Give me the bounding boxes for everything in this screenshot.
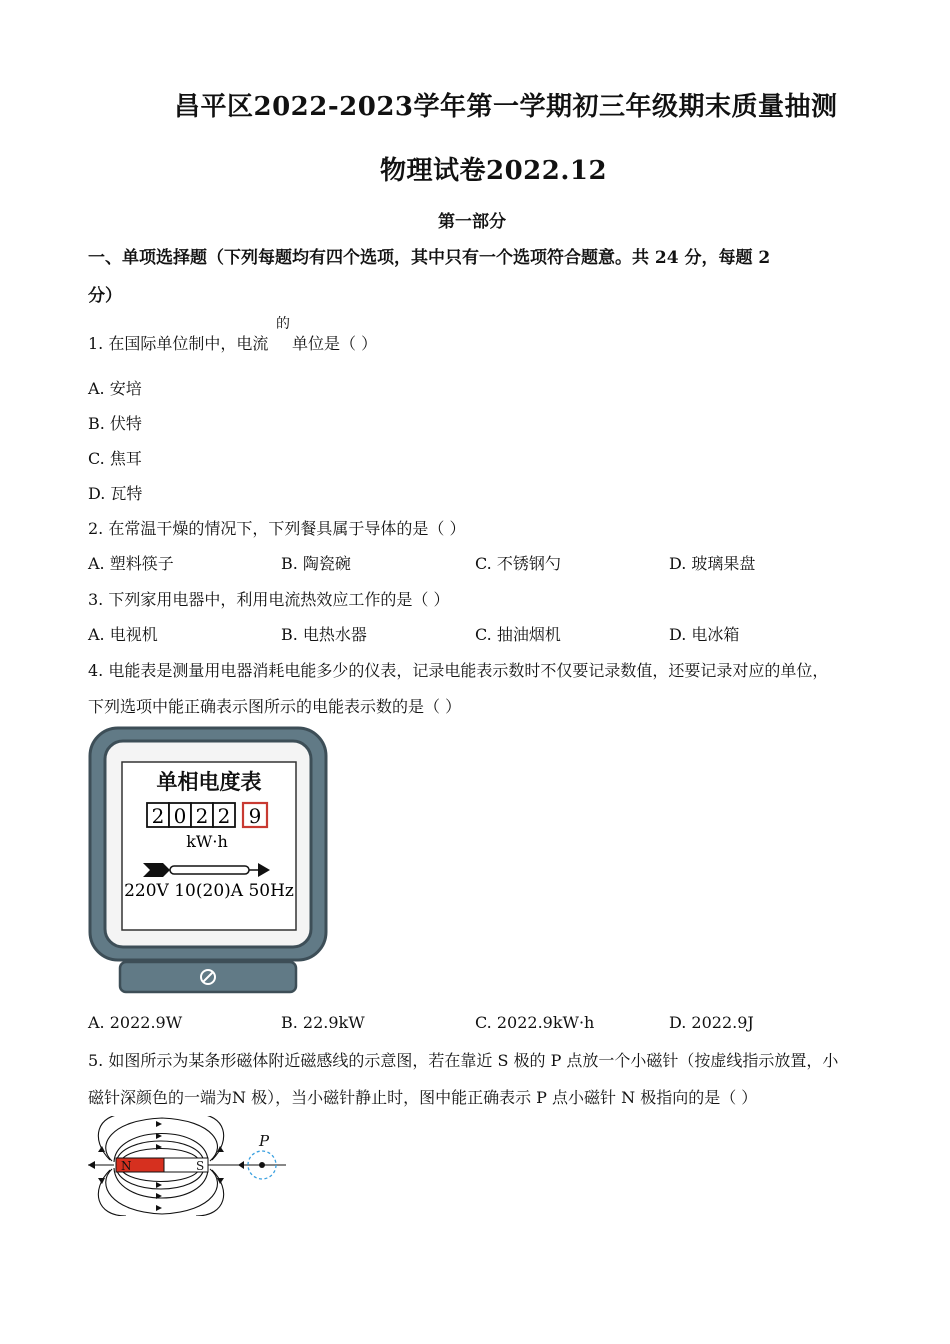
q3-option-a: A. 电视机 <box>88 625 158 644</box>
q5-stem-line1: 5. 如图所示为某条形磁体附近磁感线的示意图，若在靠近 S 极的 P 点放一个小磁针（按虚线指示放置，小 <box>88 1051 839 1070</box>
q1-stem-a: 1. 在国际单位制中，电流 <box>88 334 269 353</box>
meter-digit-5: 9 <box>248 804 262 828</box>
magnet-s-label: S <box>196 1159 205 1173</box>
q4-option-b: B. 22.9kW <box>281 1013 365 1032</box>
q1-stem-b: 单位是（ ） <box>292 334 378 353</box>
q2-option-c: C. 不锈钢勺 <box>475 554 561 573</box>
meter-title: 单相电度表 <box>156 770 262 794</box>
point-p-dot <box>259 1162 265 1168</box>
q3-option-d: D. 电冰箱 <box>669 625 740 644</box>
magnet-n-label: N <box>121 1159 132 1173</box>
q4-option-a: A. 2022.9W <box>88 1013 183 1032</box>
meter-digit-2: 0 <box>173 804 187 828</box>
q3-option-b: B. 电热水器 <box>281 625 367 644</box>
q5-stem-line2: 磁针深颜色的一端为N 极），当小磁针静止时，图中能正确表示 P 点小磁针 N 极指向的是（ ） <box>88 1088 758 1107</box>
q2-stem: 2. 在常温干燥的情况下，下列餐具属于导体的是（ ） <box>88 519 466 538</box>
q2-option-d: D. 玻璃果盘 <box>669 554 756 573</box>
point-p-label: P <box>259 1132 270 1150</box>
q1-option-d: D. 瓦特 <box>88 484 143 503</box>
section-heading-line2: 分） <box>88 286 122 306</box>
q4-option-d: D. 2022.9J <box>669 1013 754 1032</box>
meter-digit-1: 2 <box>151 804 165 828</box>
q3-option-c: C. 抽油烟机 <box>475 625 561 644</box>
q4-stem-line1: 4. 电能表是测量用电器消耗电能多少的仪表，记录电能表示数时不仅要记录数值，还要记录对应的单位， <box>88 661 829 680</box>
part-heading: 第一部分 <box>438 212 506 232</box>
q4-stem-line2: 下列选项中能正确表示图所示的电能表示数的是（ ） <box>88 697 462 716</box>
q2-option-b: B. 陶瓷碗 <box>281 554 351 573</box>
q1-option-b: B. 伏特 <box>88 414 142 433</box>
meter-rating: 220V 10(20)A 50Hz <box>124 881 294 901</box>
exam-subtitle: 物理试卷2022.12 <box>380 156 608 186</box>
q2-option-a: A. 塑料筷子 <box>88 554 174 573</box>
meter-digit-4: 2 <box>217 804 231 828</box>
electricity-meter-figure <box>88 726 330 996</box>
meter-digits <box>147 803 267 828</box>
bar-magnet-field-figure <box>86 1116 292 1216</box>
q3-stem: 3. 下列家用电器中，利用电流热效应工作的是（ ） <box>88 590 450 609</box>
q1-ruby-text: 的 <box>276 316 290 332</box>
q1-option-a: A. 安培 <box>88 379 142 398</box>
exam-title: 昌平区2022-2023学年第一学期初三年级期末质量抽测 <box>174 92 838 122</box>
q1-option-c: C. 焦耳 <box>88 449 142 468</box>
q4-option-c: C. 2022.9kW·h <box>475 1013 595 1032</box>
meter-unit: kW·h <box>186 832 228 851</box>
section-heading-line1: 一、单项选择题（下列每题均有四个选项，其中只有一个选项符合题意。共 24 分，每题 2 <box>88 248 771 268</box>
meter-digit-3: 2 <box>195 804 209 828</box>
